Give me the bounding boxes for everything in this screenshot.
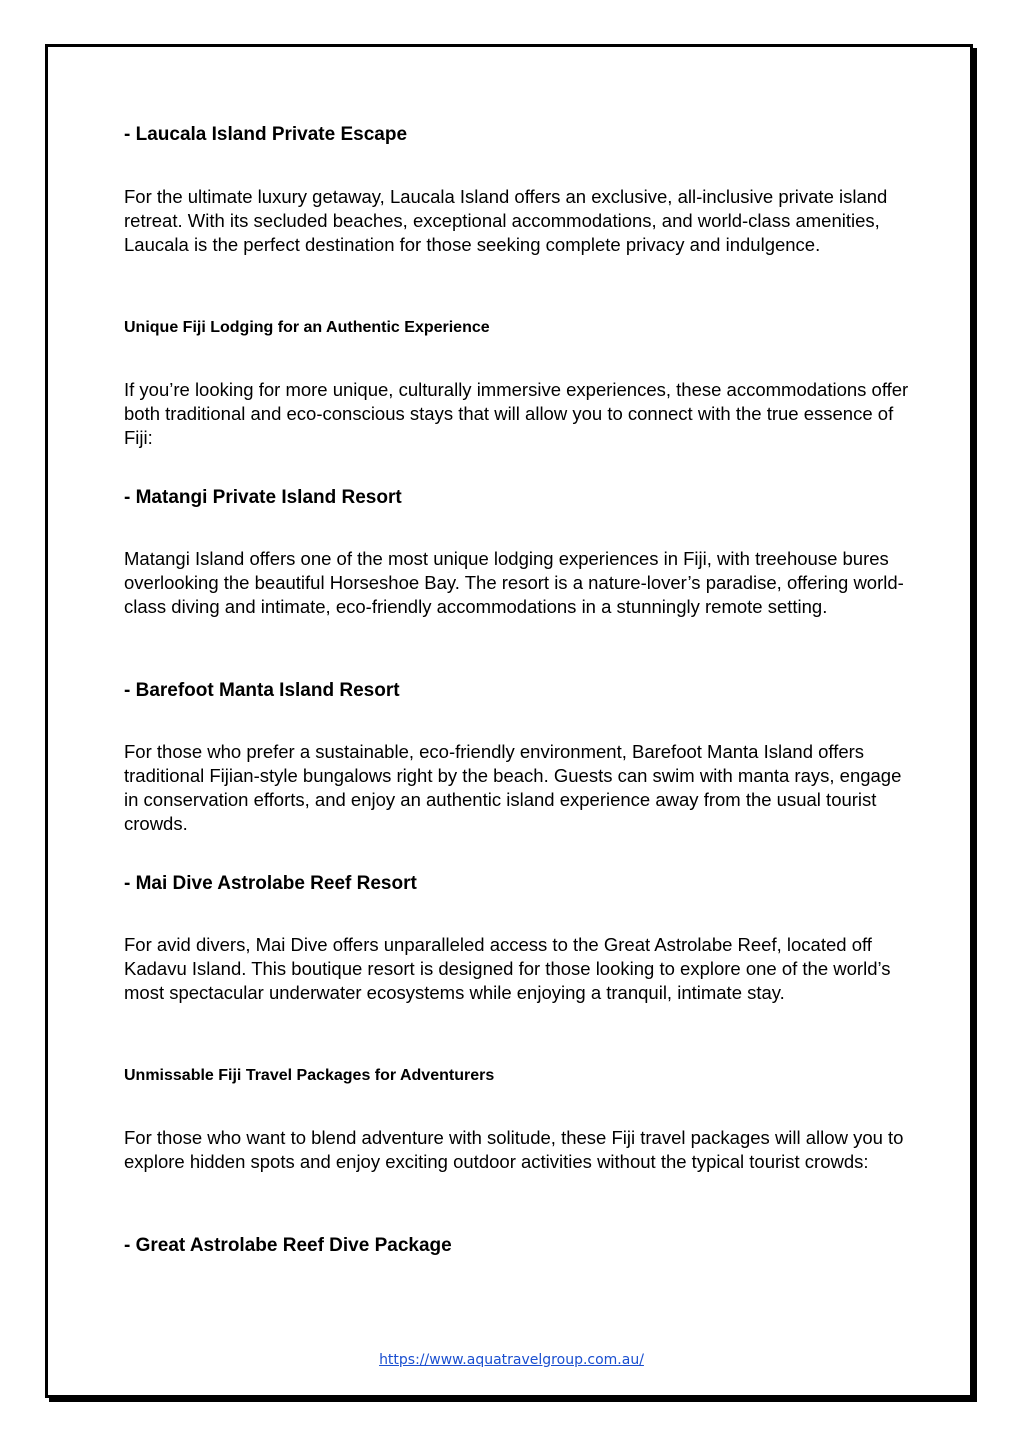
heading-laucala: - Laucala Island Private Escape xyxy=(124,124,408,145)
section-heading-travel-packages: Unmissable Fiji Travel Packages for Adventurers xyxy=(124,1067,495,1084)
paragraph-barefoot-manta: For those who prefer a sustainable, eco-friendly environment, Barefoot Manta Island offers traditional Fijian-style bungalows right by the beach. Guests can swim with manta rays, engage in conservation efforts, and enjoy an authentic island experience away from the usual tourist crowds. xyxy=(124,741,902,834)
heading-matangi: - Matangi Private Island Resort xyxy=(124,487,402,508)
heading-astrolabe-dive-package: - Great Astrolabe Reef Dive Package xyxy=(124,1235,452,1256)
paragraph-travel-packages-intro: For those who want to blend adventure with solitude, these Fiji travel packages will allow you to explore hidden spots and enjoy exciting outdoor activities without the typical tourist crowds: xyxy=(124,1127,904,1172)
paragraph-mai-dive: For avid divers, Mai Dive offers unparalleled access to the Great Astrolabe Reef, located off Kadavu Island. This boutique resort is designed for those looking to explore one of the world’s most spectacular underwater ecosystems while enjoying a tranquil, intimate stay. xyxy=(124,934,891,1003)
heading-barefoot-manta: - Barefoot Manta Island Resort xyxy=(124,680,400,701)
section-heading-unique-lodging: Unique Fiji Lodging for an Authentic Experience xyxy=(124,319,490,336)
paragraph-laucala: For the ultimate luxury getaway, Laucala Island offers an exclusive, all-inclusive private island retreat. With its secluded beaches, exceptional accommodations, and world-class amenities, Laucala is the perfect destination for those seeking complete privacy and indulgence. xyxy=(124,186,888,255)
heading-mai-dive: - Mai Dive Astrolabe Reef Resort xyxy=(124,873,417,894)
paragraph-matangi: Matangi Island offers one of the most unique lodging experiences in Fiji, with treehouse bures overlooking the beautiful Horseshoe Bay. The resort is a nature-lover’s paradise, offering world-class diving and intimate, eco-friendly accommodations in a stunningly remote setting. xyxy=(124,548,904,617)
paragraph-unique-lodging-intro: If you’re looking for more unique, culturally immersive experiences, these accommodations offer both traditional and eco-conscious stays that will allow you to connect with the true essence of Fiji: xyxy=(124,379,909,448)
footer-website-link[interactable]: https://www.aquatravelgroup.com.au/ xyxy=(379,1352,644,1368)
